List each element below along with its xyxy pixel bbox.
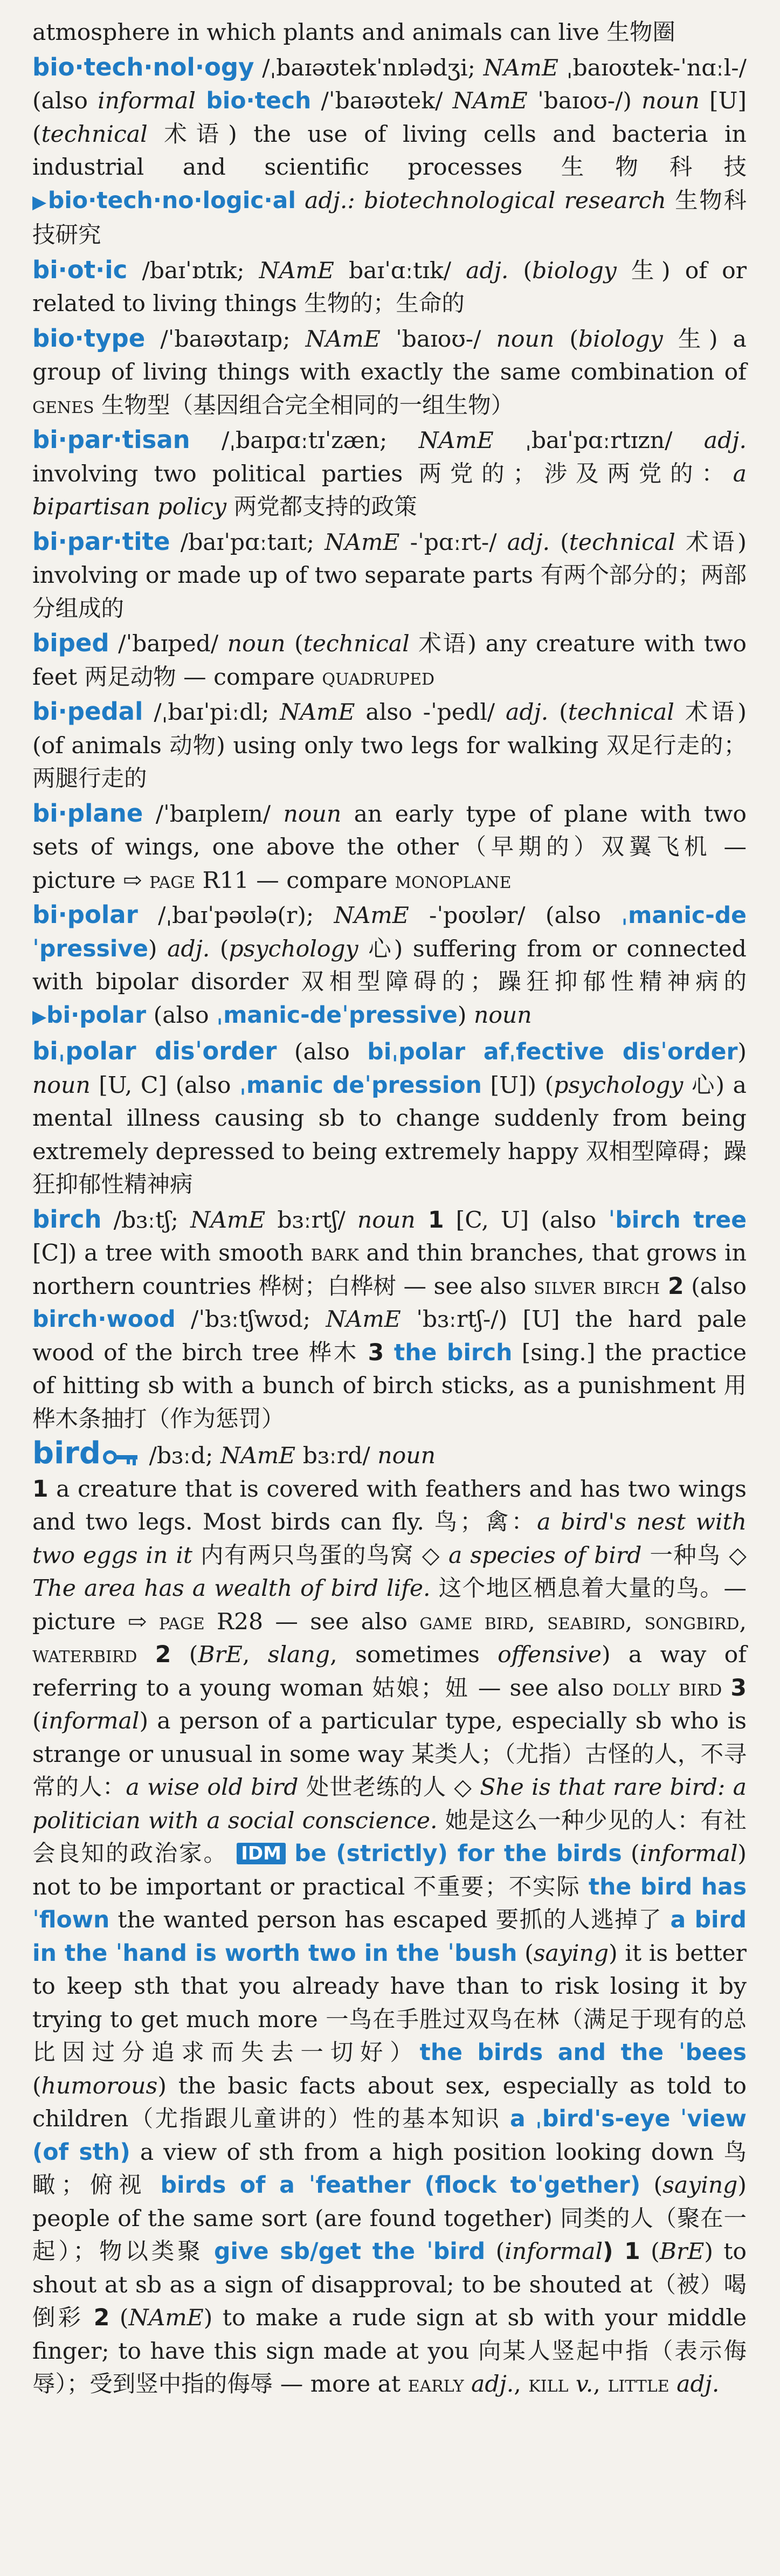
cross-reference: dolly bird <box>612 1675 722 1702</box>
headword: bi·ot·ic <box>32 255 128 284</box>
region-label: BrE <box>198 1642 243 1668</box>
definition: [sing.] the practice of hitting sb with a bunch of birch sticks, as a punishment 用桦木条抽打（作为惩罚） <box>32 1339 747 1432</box>
pronunciation: /ˌbaɪˈpəʊlə(r); <box>137 903 334 929</box>
punctuation: ( <box>622 1841 640 1867</box>
continuation-text: atmosphere in which plants and animals can live 生物圈 <box>32 19 675 46</box>
variant-form: biˌpolar afˌfective disˈorder <box>367 1039 738 1065</box>
punctuation: ( <box>109 2305 129 2331</box>
definition: 生) of or related to living things 生物的；生命的 <box>32 257 747 317</box>
register-label: slang <box>267 1642 330 1668</box>
region-label: NAmE <box>220 1443 296 1469</box>
example-translation: 她是这么一种少见的人：有社会良知的政治家。 <box>32 1807 747 1867</box>
pronunciation: /ˌbaɪəʊtekˈnɒlədʒi; <box>254 54 484 81</box>
definition: ˈbɜːrtʃ-/) [U] the hard pale wood of the birch tree 桦木 <box>32 1306 747 1366</box>
idiom: a bird in the ˈhand is worth two in the ˈbush <box>32 1907 747 1967</box>
entry-biplane <box>32 797 747 898</box>
subject-label: technical <box>568 699 674 726</box>
part-of-speech: adj. <box>507 529 550 556</box>
page-reference-label: page <box>158 1608 205 1635</box>
example: a species of bird <box>448 1542 642 1569</box>
subject-label: technical <box>41 121 148 148</box>
punctuation: , <box>593 2371 608 2398</box>
definition: ) a way of referring to a young woman 姑娘；妞 — see also <box>32 1642 747 1702</box>
part-of-speech: noun <box>227 631 286 657</box>
idiom: a ˌbird's-eye ˈview (of sth) <box>32 2106 747 2166</box>
register-label: informal <box>639 1841 738 1867</box>
example-translation: 生物科技研究 <box>32 187 747 249</box>
pronunciation: bɜːrd/ <box>295 1443 378 1469</box>
pronunciation: -ˈpɑːrt-/ <box>399 529 507 556</box>
entry-bipedal <box>32 695 747 796</box>
punctuation: ( <box>485 2238 505 2265</box>
region-label: NAmE <box>325 529 400 556</box>
region-label: BrE <box>659 2238 705 2265</box>
definition: 心) a mental illness causing sb to change suddenly from being extremely depressed to being extremely happy 双相型障碍；躁狂抑郁性精神病 <box>32 1072 747 1198</box>
definition: 术语) involving or made up of two separate parts 有两个部分的；两部分组成的 <box>32 529 747 622</box>
derivative-triangle-icon: ▶ <box>32 191 48 213</box>
page-reference: R28 <box>204 1608 264 1635</box>
entry-birch <box>32 1203 747 1436</box>
register-label: saying <box>662 2172 738 2199</box>
part-of-speech: adj. <box>669 2371 720 2398</box>
grammar-code: [C, U] (also <box>444 1207 609 1234</box>
pronunciation: /ˈbaɪəʊtaɪp; <box>145 326 306 353</box>
part-of-speech: noun <box>641 88 700 114</box>
sense-number: 1 <box>32 1476 49 1503</box>
region-label: NAmE <box>259 257 334 284</box>
derivative-triangle-icon: ▶ <box>32 1005 47 1028</box>
subject-label: biology <box>532 257 617 284</box>
headword: bird <box>32 1436 101 1471</box>
pronunciation: also -ˈpedl/ <box>355 699 506 726</box>
punctuation: ) <box>148 935 168 962</box>
region-label: NAmE <box>334 903 409 929</box>
sense-number: 3 <box>730 1675 747 1702</box>
definition: 术语) the use of living cells and bacteria in industrial and scientific processes 生物科技 <box>32 121 747 181</box>
punctuation: ( <box>285 631 303 657</box>
variant-form: ˌmanic deˈpression <box>239 1072 482 1099</box>
idiom: give sb/get the ˈbird <box>214 2238 486 2265</box>
register-label: saying <box>533 1940 609 1967</box>
punctuation: , sometimes <box>330 1642 498 1668</box>
definition: 心) suffering from or connected with bipolar disorder 双相型障碍的；躁狂抑郁性精神病的 <box>32 935 747 995</box>
variant-form: birch·wood <box>32 1306 176 1333</box>
example-translation: 一种鸟 ◇ <box>641 1542 747 1569</box>
part-of-speech: noun <box>357 1207 416 1234</box>
definition: ) a person of a particular type, especially sb who is strange or unusual in some way 某类人；（尤指）古怪的人，不寻常的人： <box>32 1708 747 1801</box>
part-of-speech: noun <box>32 1072 91 1099</box>
subject-label: biology <box>578 326 663 353</box>
pronunciation: /ˈbaɪəʊtek/ <box>311 88 453 114</box>
part-of-speech: noun <box>283 801 342 828</box>
region-label: NAmE <box>280 699 355 726</box>
definition: [C]) a tree with smooth <box>32 1240 311 1266</box>
derivative: bio·tech·no·logic·al <box>47 187 296 214</box>
punctuation: ( <box>554 326 578 353</box>
headword: bi·pedal <box>32 697 143 726</box>
cross-reference: little <box>608 2371 669 2398</box>
variant-form: the birch <box>384 1339 513 1366</box>
punctuation: ( <box>640 2238 660 2265</box>
punctuation: , <box>242 1642 268 1668</box>
punctuation: (also <box>277 1039 368 1065</box>
example: : biotechnological research <box>347 187 666 214</box>
pronunciation: /ˈbaɪped/ <box>109 631 227 657</box>
compare-text: — compare <box>249 867 395 894</box>
region-label: NAmE <box>452 88 528 114</box>
region-label: NAmE <box>483 54 558 81</box>
definition: and thin branches, that grows in northern countries 桦树；白桦树 — see also <box>32 1240 747 1300</box>
subject-label: psychology <box>229 935 358 962</box>
headword: bio·type <box>32 323 146 353</box>
register-label: informal <box>41 1708 140 1734</box>
entry-continuation <box>32 16 747 50</box>
punctuation: ( <box>210 935 229 962</box>
see-also-text: — see also <box>263 1608 420 1635</box>
entry-biotechnology <box>32 51 747 252</box>
subject-label: technical <box>569 529 675 556</box>
example-translation: 这个地区栖息着大量的鸟。— picture ⇨ <box>32 1575 747 1635</box>
pronunciation: ˌbaɪˈpɑːrtɪzn/ <box>493 428 704 454</box>
entry-biotype <box>32 322 747 423</box>
pronunciation: /ˈbɜːtʃwʊd; <box>175 1306 326 1333</box>
grammar-code: [U]) ( <box>481 1072 554 1099</box>
pronunciation: ˈbaɪoʊ-/) <box>527 88 642 114</box>
region-label: NAmE <box>305 326 381 353</box>
definition: 术语) any creature with two feet 两足动物 — compare <box>32 631 747 691</box>
register-label: informal <box>98 88 196 114</box>
idiom: birds of a ˈfeather (flock toˈgether) <box>160 2172 641 2199</box>
sense-number: 1 <box>415 1207 444 1234</box>
part-of-speech: adj. <box>464 2371 514 2398</box>
cross-reference: game bird, seabird, songbird, waterbird <box>32 1608 747 1668</box>
example: a bipartisan policy <box>32 460 747 520</box>
idiom-definition: ) to make a rude sign at sb with your middle finger; to have this sign made at you 向某人竖起中指（表示侮辱）；受到竖中指的侮辱 — more at <box>32 2305 747 2398</box>
variant-form: ˌmanic-deˈpressive <box>216 1002 458 1029</box>
pronunciation: -ˈpoʊlər/ (also <box>409 903 622 929</box>
pronunciation: ˈbaɪoʊ-/ <box>380 326 496 353</box>
punctuation: ) <box>737 1039 747 1065</box>
variant-form: ˈbirch tree <box>608 1207 747 1234</box>
part-of-speech: noun <box>377 1443 436 1469</box>
punctuation: (also <box>684 1273 747 1300</box>
idiom: the birds and the ˈbees <box>419 2040 747 2066</box>
cross-reference: genes <box>32 392 94 419</box>
headword: bio·tech·nol·ogy <box>32 52 254 81</box>
headword: biped <box>32 629 109 657</box>
definition: 术语) (of animals 动物) using only two legs for walking 双足行走的；两腿行走的 <box>32 699 747 792</box>
part-of-speech: v. <box>568 2371 593 2398</box>
example-translation: 处世老练的人 ◇ <box>298 1774 480 1801</box>
sense-number: ) 1 <box>603 2238 640 2265</box>
region-label: NAmE <box>190 1207 266 1234</box>
example-translation: 内有两只鸟蛋的鸟窝 ◇ <box>192 1542 448 1569</box>
pronunciation: bɜːrtʃ/ <box>265 1207 357 1234</box>
headword: birch <box>32 1204 102 1234</box>
headword: bi·plane <box>32 798 143 828</box>
subject-label: psychology <box>554 1072 684 1099</box>
register-label: informal <box>505 2238 603 2265</box>
region-label: NAmE <box>326 1306 401 1333</box>
entry-bipartisan <box>32 423 747 524</box>
idioms-badge: IDM <box>237 1843 286 1864</box>
pronunciation: /baɪˈɒtɪk; <box>127 257 259 284</box>
idiom-definition: ) the basic facts about sex, especially as told to children（尤指跟儿童讲的）性的基本知识 <box>32 2072 747 2132</box>
definition: involving two political parties 两党的；涉及两党的： <box>32 460 733 487</box>
part-of-speech: noun <box>496 326 555 353</box>
cross-reference: bark <box>310 1240 359 1266</box>
pronunciation: ˌbaɪoʊtek-ˈnɑːl-/ (also <box>32 54 747 114</box>
definition: a creature that is covered with feathers and has two wings and two legs. Most birds can fly. 鸟；禽： <box>32 1476 747 1535</box>
entry-biotic <box>32 253 747 321</box>
headword: biˌpolar disˈorder <box>32 1037 277 1065</box>
region-label: NAmE <box>418 428 494 454</box>
entry-bipolar-disorder <box>32 1035 747 1202</box>
punctuation: , <box>514 2371 529 2398</box>
punctuation: ( <box>517 1940 534 1967</box>
punctuation: ( <box>32 2072 42 2099</box>
punctuation: ( <box>32 1708 42 1734</box>
punctuation: ) <box>457 1002 474 1029</box>
entry-biped <box>32 626 747 694</box>
idiom-definition: a view of sth from a high position looking down 鸟瞰；俯视 <box>32 2139 747 2199</box>
idiom-definition: the wanted person has escaped 要抓的人逃掉了 <box>109 1907 671 1933</box>
register-label: humorous <box>41 2072 158 2099</box>
cross-reference: monoplane <box>395 867 512 894</box>
cross-reference: silver birch <box>534 1273 660 1300</box>
key-icon <box>103 1448 139 1466</box>
page-reference-label: page <box>149 867 196 894</box>
page-reference: R11 <box>195 867 249 894</box>
headword: bi·par·tite <box>32 527 170 556</box>
pronunciation: /bɜːtʃ; <box>101 1207 191 1234</box>
pronunciation: /ˌbaɪpɑːtɪˈzæn; <box>190 428 419 454</box>
definition: an early type of plane with two sets of wings, one above the other（早期的）双翼飞机 — picture ⇨ <box>32 801 747 894</box>
pronunciation: /ˌbaɪˈpiːdl; <box>143 699 280 726</box>
pronunciation: /bɜːd; <box>141 1443 220 1469</box>
punctuation: (also <box>146 1002 217 1029</box>
cross-reference: quadruped <box>322 664 435 691</box>
punctuation: ( <box>171 1642 198 1668</box>
entry-bipartite <box>32 525 747 626</box>
sense-number: 2 <box>93 2305 110 2331</box>
example: The area has a wealth of bird life. <box>32 1575 431 1602</box>
pronunciation: /ˈbaɪpleɪn/ <box>143 801 284 828</box>
idiom-definition: ) not to be important or practical 不重要；不实际 <box>32 1841 747 1900</box>
punctuation: ( <box>640 2172 663 2199</box>
region-label: NAmE <box>128 2305 204 2331</box>
sense-number: 2 <box>155 1642 171 1668</box>
cross-reference: kill <box>528 2371 569 2398</box>
idiom: be (strictly) for the birds <box>294 1841 622 1867</box>
idiom-definition: ) to shout at sb as a sign of disapproval; to be shouted at（被）喝倒彩 <box>32 2238 747 2331</box>
sense-number: 3 <box>368 1339 384 1366</box>
entry-bird <box>32 1437 747 2401</box>
punctuation: ( <box>549 529 569 556</box>
part-of-speech: adj. <box>295 187 348 214</box>
register-label: offensive <box>498 1642 602 1668</box>
entry-bipolar <box>32 898 747 1034</box>
example-translation: 两党都支持的政策 <box>226 494 417 520</box>
example: She is that rare bird: a politician with a social conscience. <box>32 1774 747 1834</box>
part-of-speech: adj. <box>703 428 747 454</box>
part-of-speech: adj. <box>466 257 509 284</box>
punctuation: ( <box>508 257 533 284</box>
part-of-speech: adj. <box>506 699 549 726</box>
pronunciation: baɪˈɑːtɪk/ <box>334 257 466 284</box>
variant-form: ˌmanic-deˈpressive <box>32 903 747 962</box>
example: a bird's nest with two eggs in it <box>32 1509 747 1569</box>
grammar-code: [U, C] (also <box>90 1072 239 1099</box>
definition: 生) a group of living things with exactly the same combination of <box>32 326 747 385</box>
idiom: the bird has ˈflown <box>32 1874 747 1933</box>
example: a wise old bird <box>126 1774 299 1801</box>
grammar-code: [U] ( <box>32 88 747 148</box>
pronunciation: /baɪˈpɑːtaɪt; <box>170 529 325 556</box>
sense-number: 2 <box>660 1273 684 1300</box>
punctuation: ( <box>548 699 568 726</box>
idiom-definition: ) people of the same sort (are found together) 同类的人（聚在一起）；物以类聚 <box>32 2172 747 2265</box>
part-of-speech: adj. <box>167 935 210 962</box>
cross-reference: early <box>408 2371 464 2398</box>
headword: bi·polar <box>32 900 138 929</box>
subject-label: technical <box>303 631 410 657</box>
idiom-definition: ) it is better to keep sth that you already have than to risk losing it by trying to get much more 一鸟在手胜过双鸟在林（满足于现有的总比因过分追求而失去一切好） <box>32 1940 747 2066</box>
part-of-speech: noun <box>473 1002 532 1029</box>
derivative: bi·polar <box>46 1002 147 1029</box>
headword: bi·par·tisan <box>32 425 190 454</box>
variant-form: bio·tech <box>195 88 312 114</box>
definition: 生物型（基因组合完全相同的一组生物） <box>94 392 514 419</box>
